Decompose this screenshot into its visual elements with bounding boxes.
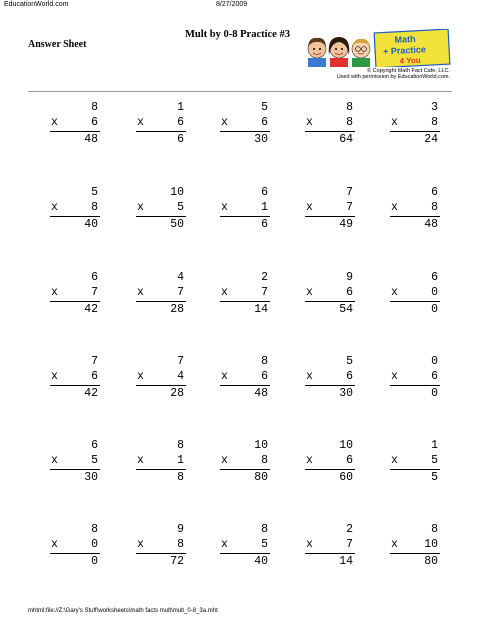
kid-right-icon [352,39,370,67]
times-sign: x [306,454,313,467]
multiplier: 6 [91,116,98,129]
times-sign: x [51,454,58,467]
problem-3-1 [50,270,100,316]
multiplier: 1 [261,201,268,214]
product: 6 [261,218,268,231]
header-divider [28,91,452,92]
product: 0 [431,387,438,400]
times-sign: x [391,201,398,214]
multiplier: 5 [91,454,98,467]
problem-5-1 [50,438,100,484]
times-sign: x [137,454,144,467]
multiplicand: 3 [431,101,438,114]
times-sign: x [137,201,144,214]
permission-line: Used with permission by EducationWorld.com. [336,74,450,80]
times-sign: x [306,116,313,129]
multiplier: 8 [431,116,438,129]
multiplicand: 6 [431,186,438,199]
multiplicand: 8 [91,101,98,114]
multiplicand: 5 [261,101,268,114]
times-sign: x [221,538,228,551]
multiplier: 8 [177,538,184,551]
multiplicand: 8 [261,355,268,368]
multiplicand: 10 [339,439,353,452]
problem-4-2 [136,354,186,400]
times-sign: x [391,454,398,467]
product: 48 [84,133,98,146]
multiplicand: 5 [91,186,98,199]
multiplier: 6 [431,370,438,383]
product: 50 [170,218,184,231]
multiplicand: 4 [177,271,184,284]
times-sign: x [306,538,313,551]
problem-1-5 [390,100,440,146]
product: 80 [424,555,438,568]
math-practice-sign-icon [374,29,450,67]
problem-2-2 [136,185,186,231]
times-sign: x [306,286,313,299]
multiplier: 1 [177,454,184,467]
problem-3-3 [220,270,270,316]
multiplier: 0 [431,286,438,299]
logo-line2: + Practice [382,44,427,57]
problem-4-3 [220,354,270,400]
multiplier: 5 [261,538,268,551]
times-sign: x [221,370,228,383]
product: 40 [254,555,268,568]
problem-2-5 [390,185,440,231]
product: 8 [177,471,184,484]
product: 14 [339,555,353,568]
multiplicand: 7 [177,355,184,368]
times-sign: x [391,116,398,129]
multiplier: 4 [177,370,184,383]
times-sign: x [51,116,58,129]
multiplier: 10 [424,538,438,551]
multiplicand: 5 [346,355,353,368]
times-sign: x [137,116,144,129]
problem-3-2 [136,270,186,316]
kid-left-icon [308,38,326,67]
times-sign: x [137,286,144,299]
product: 72 [170,555,184,568]
problem-2-1 [50,185,100,231]
multiplicand: 8 [431,523,438,536]
problem-6-1 [50,522,100,568]
multiplier: 6 [346,370,353,383]
problem-3-4 [305,270,355,316]
kid-middle-icon [329,37,350,67]
multiplier: 7 [261,286,268,299]
multiplier: 6 [346,454,353,467]
file-path-footer: mhtml:file://Z:\Gary's Stuff\worksheets\math facts mult\mult_0-8_3a.mht [28,608,218,614]
product: 42 [84,387,98,400]
multiplier: 5 [431,454,438,467]
multiplicand: 6 [431,271,438,284]
times-sign: x [391,370,398,383]
product: 28 [170,387,184,400]
product: 60 [339,471,353,484]
multiplicand: 1 [431,439,438,452]
product: 54 [339,303,353,316]
product: 48 [254,387,268,400]
multiplier: 8 [346,116,353,129]
times-sign: x [221,286,228,299]
problem-1-4 [305,100,355,146]
product: 28 [170,303,184,316]
multiplicand: 8 [261,523,268,536]
problem-6-2 [136,522,186,568]
multiplier: 8 [431,201,438,214]
product: 64 [339,133,353,146]
times-sign: x [51,538,58,551]
product: 49 [339,218,353,231]
multiplier: 7 [346,201,353,214]
product: 24 [424,133,438,146]
site-name: EducationWorld.com [4,1,69,8]
times-sign: x [51,286,58,299]
product: 6 [177,133,184,146]
multiplicand: 0 [431,355,438,368]
multiplier: 0 [91,538,98,551]
product: 0 [431,303,438,316]
multiplier: 6 [346,286,353,299]
times-sign: x [391,286,398,299]
problem-5-2 [136,438,186,484]
problem-5-5 [390,438,440,484]
problem-2-3 [220,185,270,231]
times-sign: x [137,538,144,551]
product: 48 [424,218,438,231]
multiplicand: 8 [346,101,353,114]
multiplier: 6 [91,370,98,383]
product: 5 [431,471,438,484]
multiplicand: 6 [91,439,98,452]
times-sign: x [51,370,58,383]
problem-3-5 [390,270,440,316]
product: 30 [254,133,268,146]
times-sign: x [221,454,228,467]
problem-2-4 [305,185,355,231]
problem-4-1 [50,354,100,400]
multiplicand: 10 [170,186,184,199]
multiplier: 7 [177,286,184,299]
worksheet-title: Mult by 0-8 Practice #3 [185,29,290,40]
multiplier: 6 [177,116,184,129]
problem-6-4 [305,522,355,568]
logo-line3: 4 You [399,55,421,66]
multiplicand: 6 [261,186,268,199]
product: 30 [339,387,353,400]
product: 80 [254,471,268,484]
logo-line1: Math [394,33,416,45]
times-sign: x [306,370,313,383]
times-sign: x [306,201,313,214]
times-sign: x [391,538,398,551]
multiplicand: 9 [346,271,353,284]
multiplicand: 10 [254,439,268,452]
math-practice-logo [303,29,451,67]
problem-1-1 [50,100,100,146]
multiplicand: 7 [91,355,98,368]
multiplicand: 1 [177,101,184,114]
answer-sheet-label: Answer Sheet [28,39,87,50]
print-date: 8/27/2009 [216,1,248,8]
multiplicand: 7 [346,186,353,199]
multiplier: 7 [346,538,353,551]
multiplier: 6 [261,116,268,129]
copyright-line: © Copyright Math Fact Cafe, LLC. [367,68,450,74]
times-sign: x [221,116,228,129]
multiplicand: 9 [177,523,184,536]
product: 30 [84,471,98,484]
multiplicand: 8 [91,523,98,536]
multiplicand: 8 [177,439,184,452]
multiplicand: 2 [346,523,353,536]
multiplier: 7 [91,286,98,299]
multiplicand: 2 [261,271,268,284]
problem-5-3 [220,438,270,484]
problem-1-2 [136,100,186,146]
times-sign: x [51,201,58,214]
multiplier: 5 [177,201,184,214]
multiplier: 6 [261,370,268,383]
product: 42 [84,303,98,316]
problem-1-3 [220,100,270,146]
problem-5-4 [305,438,355,484]
product: 0 [91,555,98,568]
product: 14 [254,303,268,316]
multiplier: 8 [91,201,98,214]
times-sign: x [137,370,144,383]
problem-4-4 [305,354,355,400]
product: 40 [84,218,98,231]
problem-6-3 [220,522,270,568]
problem-4-5 [390,354,440,400]
multiplicand: 6 [91,271,98,284]
multiplier: 8 [261,454,268,467]
problem-6-5 [390,522,440,568]
times-sign: x [221,201,228,214]
